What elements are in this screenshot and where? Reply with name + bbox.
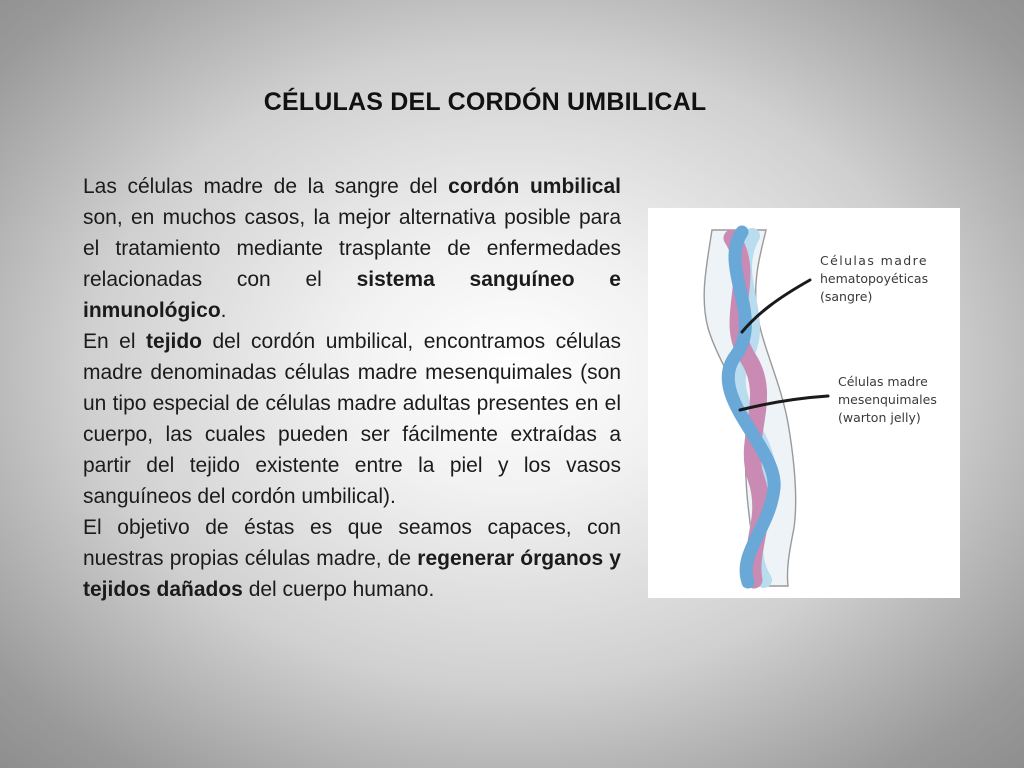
text-run: El objetivo de éstas es que seamos capaces, con nuestras propias células madre, de [83, 516, 621, 570]
label-hematopoietic [820, 252, 928, 306]
label-mesenchymal [838, 373, 937, 427]
label-line: hematopoyéticas [820, 271, 929, 286]
text-run-bold: cordón umbilical [448, 175, 621, 198]
label-line: (warton jelly) [838, 410, 921, 425]
text-run: son, en muchos casos, la mejor alternativa posible para el tratamiento mediante trasplante de enfermedades relacionadas con el [83, 206, 621, 291]
paragraph [83, 326, 621, 512]
label-line: mesenquimales [838, 392, 937, 407]
text-run: del cuerpo humano. [242, 578, 435, 601]
label-line: (sangre) [820, 289, 873, 304]
body-text [83, 171, 621, 605]
text-run: del cordón umbilical, encontramos células madre denominadas células madre mesenquimales (son un tipo especial de células madre adultas presentes en el cuerpo, las cuales pueden ser fácilmente extraídas a partir del tejido existente entre la piel y los vasos sanguíneos del cordón umbilical). [83, 330, 621, 508]
slide-title: CÉLULAS DEL CORDÓN UMBILICAL [263, 88, 707, 116]
umbilical-cord-illustration [648, 208, 960, 598]
text-run: . [220, 299, 227, 322]
paragraph [83, 171, 621, 326]
label-line: Células madre [820, 253, 928, 268]
text-run-bold: tejido [146, 330, 203, 353]
paragraph [83, 512, 621, 605]
label-line: Células madre [838, 374, 928, 389]
text-run-bold: sistema sanguíneo e inmunológico [83, 268, 621, 322]
text-run-bold: regenerar órganos y tejidos dañados [83, 547, 621, 601]
text-run: Las células madre de la sangre del [83, 175, 449, 198]
text-run: En el [83, 330, 147, 353]
